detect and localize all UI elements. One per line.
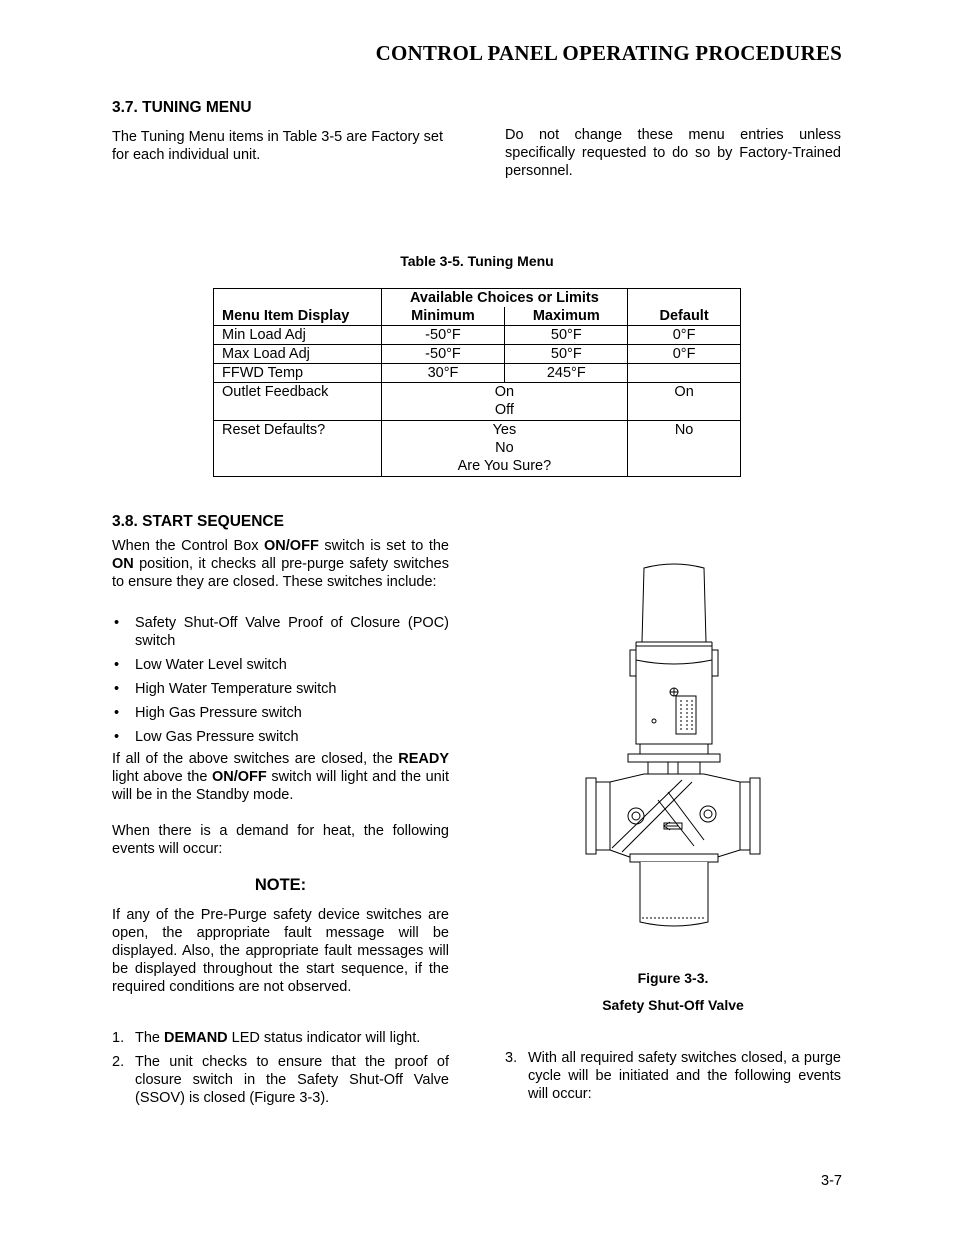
header-maximum: Maximum (505, 307, 628, 326)
switches-closed-paragraph (112, 750, 449, 804)
step-text: The unit checks to ensure that the proof of closure switch in the Safety Shut-Off Valve (SSOV) is closed (Figure 3-3). (135, 1054, 449, 1106)
list-item (112, 704, 449, 722)
figure-caption-number: Figure 3-3. (637, 970, 709, 986)
text-run: LED status indicator will light. (227, 1030, 421, 1046)
header-minimum: Minimum (381, 307, 505, 326)
list-item (112, 728, 449, 746)
cell-default: On (628, 383, 741, 421)
table-row (214, 345, 741, 364)
choice-value: Yes (492, 422, 517, 438)
table-row (214, 326, 741, 345)
header-item-spacer (214, 289, 382, 308)
steps-list-right (505, 1049, 841, 1109)
cell-default: 0°F (628, 345, 741, 364)
table-row (214, 421, 741, 477)
bold-on: ON (112, 556, 134, 572)
list-item-text: Low Gas Pressure switch (135, 729, 299, 745)
header-default-spacer (628, 289, 741, 308)
start-intro-paragraph (112, 537, 449, 591)
cell-choices (381, 383, 628, 421)
cell-default: 0°F (628, 326, 741, 345)
bold-onoff: ON/OFF (264, 538, 319, 554)
header-default: Default (628, 307, 741, 326)
figure-caption-title: Safety Shut-Off Valve (602, 997, 744, 1013)
text-run: light above the (112, 769, 212, 785)
header-menu-item: Menu Item Display (214, 307, 382, 326)
text-run: The (135, 1030, 165, 1046)
list-item-text: High Water Temperature switch (135, 681, 337, 697)
bullet-icon: • (114, 729, 120, 745)
text-run: switch will light and the unit will be in the Standby mode. (112, 769, 449, 803)
cell-min: -50°F (381, 326, 505, 345)
page-number: 3-7 (821, 1173, 842, 1189)
cell-default (628, 364, 741, 383)
text-run: If all of the above switches are closed, the (112, 751, 399, 767)
list-item (112, 680, 449, 698)
tuning-menu-heading: 3.7. TUNING MENU (112, 99, 252, 116)
list-item (505, 1049, 841, 1103)
start-sequence-heading: 3.8. START SEQUENCE (112, 513, 284, 530)
cell-max: 50°F (505, 326, 628, 345)
tuning-intro-right: Do not change these menu entries unless specifically requested to do so by Factory-Trained personnel. (505, 127, 841, 179)
table-header-row-1 (214, 289, 741, 308)
cell-default: No (628, 421, 741, 477)
step-number: 3. (505, 1050, 518, 1066)
table-row (214, 383, 741, 421)
list-item (112, 1029, 449, 1047)
choice-value: Are You Sure? (457, 458, 552, 474)
bullet-icon: • (114, 681, 120, 697)
cell-choices (381, 421, 628, 477)
cell-item: Outlet Feedback (214, 383, 382, 421)
cell-item: Min Load Adj (214, 326, 382, 345)
tuning-intro-left: The Tuning Menu items in Table 3-5 are Factory set for each individual unit. (112, 129, 443, 163)
cell-item: Max Load Adj (214, 345, 382, 364)
list-item-text: Safety Shut-Off Valve Proof of Closure (POC) switch (135, 615, 449, 649)
bullet-icon: • (114, 657, 120, 673)
header-available-choices: Available Choices or Limits (381, 289, 628, 308)
table-caption: Table 3-5. Tuning Menu (400, 253, 554, 269)
list-item (112, 1053, 449, 1107)
steps-list-left (112, 1029, 449, 1113)
cell-min: -50°F (381, 345, 505, 364)
note-heading: NOTE: (254, 876, 307, 894)
choice-value: No (495, 440, 514, 456)
list-item-text: High Gas Pressure switch (135, 705, 302, 721)
cell-max: 50°F (505, 345, 628, 364)
list-item-text: Low Water Level switch (135, 657, 287, 673)
bold-ready: READY (398, 751, 449, 767)
text-run: When the Control Box (112, 538, 265, 554)
step-text: With all required safety switches closed, a purge cycle will be initiated and the following events will occur: (528, 1050, 841, 1102)
step-number: 1. (112, 1030, 125, 1046)
table-header-row-2 (214, 307, 741, 326)
bullet-icon: • (114, 705, 120, 721)
cell-item: Reset Defaults? (214, 421, 382, 477)
step-number: 2. (112, 1054, 125, 1070)
cell-max: 245°F (505, 364, 628, 383)
bold-demand: DEMAND (164, 1030, 228, 1046)
tuning-menu-table (213, 288, 741, 477)
bold-onoff: ON/OFF (212, 769, 267, 785)
text-run: switch is set to the (318, 538, 449, 554)
text-run: position, it checks all pre-purge safety switches to ensure they are closed. These switches include: (112, 556, 449, 590)
page-header-title: CONTROL PANEL OPERATING PROCEDURES (375, 41, 842, 65)
table-row (214, 364, 741, 383)
choice-value: On (494, 384, 515, 400)
cell-item: FFWD Temp (214, 364, 382, 383)
switch-list (112, 614, 449, 752)
choice-value: Off (494, 402, 514, 418)
list-item (112, 614, 449, 650)
bullet-icon: • (114, 615, 120, 631)
note-paragraph: If any of the Pre-Purge safety device switches are open, the appropriate fault message will be displayed. Also, the appropriate fault messages will be displayed throughout the start sequence, if the required conditions are not observed. (112, 907, 449, 995)
demand-paragraph: When there is a demand for heat, the following events will occur: (112, 823, 449, 857)
safety-shutoff-valve-drawing-icon (578, 560, 768, 932)
cell-min: 30°F (381, 364, 505, 383)
list-item (112, 656, 449, 674)
